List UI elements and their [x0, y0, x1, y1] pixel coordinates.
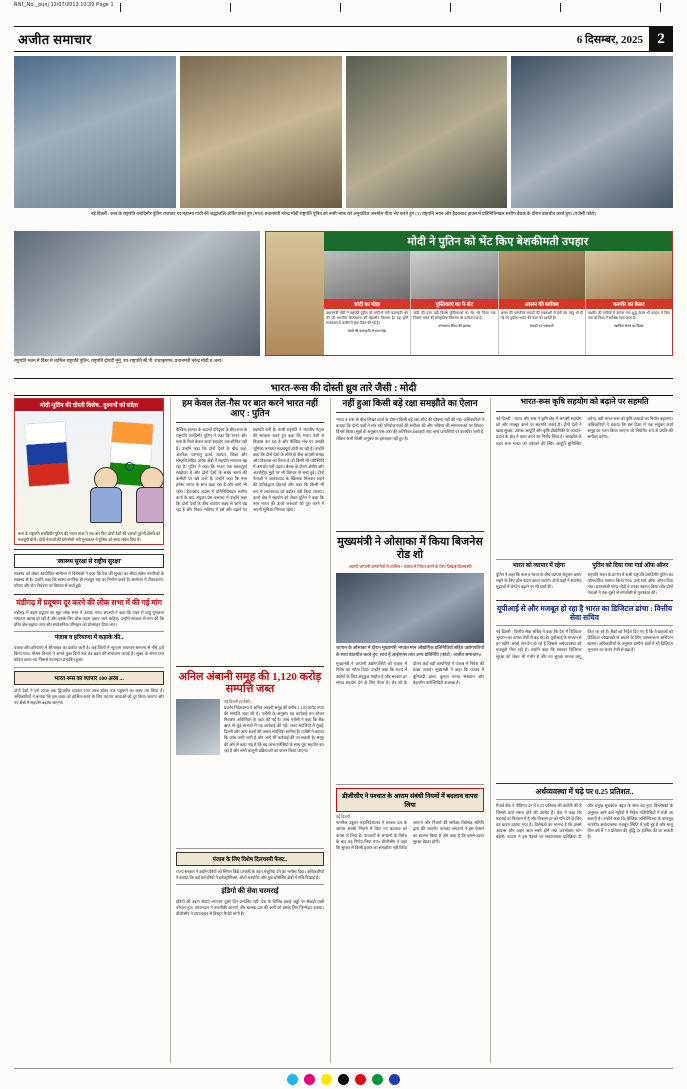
upi-body: नई दिल्ली : वित्तीय सेवा सचिव ने कहा कि देश में डिजिटल भुगतान का दायरा तेजी से बढ़ रहा है। यूपीआई के माध्यम से हर महीने अरबों लेन-देन हो रहे हैं जिससे अर्थव्यवस्था को मजबूती मिल रही है। उन्होंने कहा कि सरकार डिजिटल सुरक्षा को लेकर भी गंभीर है और नए सुरक्षा मानक लागू किए जा रहे हैं। बैंकों को निर्देश दिए गए हैं कि वे ग्राहकों को डिजिटल धोखाधड़ी से बचाने के लिए जागरूकता अभियान चलाएं। अधिकारियों के अनुसार ग्रामीण क्षेत्रों में भी डिजिटल भुगतान का चलन तेजी से बढ़ा है।	[496, 629, 673, 659]
dgca-body: नागरिक उड्डयन महानिदेशालय ने चालक दल के आराम संबंधी नियमों में किए गए बदलाव को वापस ले लिया है। पायलटों के संगठनों के विरोध के बाद यह निर्णय लिया गया। डीजीसीए ने कहा कि सुरक्षा से किसी प्रकार का समझौता नहीं किया जाएगा और नियमों की समीक्षा विशेषज्ञ समिति द्वारा की जाएगी। पायलट संगठनों ने इस फैसले का स्वागत किया है और कहा है कि इससे उड़ान सुरक्षा बेहतर होगी।	[336, 820, 484, 850]
punjab-haryana-body: पंजाब और हरियाणा में शीतलहर का प्रकोप जारी है। कई जिलों में न्यूनतम तापमान सामान्य से नीचे दर्ज किया गया। मौसम विभाग ने अगले कुछ दिनों तक ठंड बढ़ने की संभावना जताई है। सुबह के समय घना कोहरा छाया रहा जिससे यातायात प्रभावित हुआ।	[14, 645, 164, 663]
gift-title: आसम की ब्लॉक्स	[499, 299, 585, 309]
photo-putin-rajghat	[14, 56, 176, 208]
gift-title: पुस्तिकाएं का पै-सेट	[411, 299, 497, 309]
dgca-byline: नई दिल्ली :	[336, 814, 353, 820]
photo-osaka-roadshow	[336, 573, 484, 643]
gift-caption: परंपरागत शिल्प की झलक	[438, 323, 471, 328]
gift-text: चांदी की परत चढ़ी विशेष पुस्तिकाओं का सेट भेंट किया गया जिसमें भारत की सांस्कृतिक विरासत को दर्शाया गया है।	[413, 311, 496, 320]
oilgas-body: वैश्विक हालात के बदलते परिदृश्य के बीच रूस के राष्ट्रपति व्लादिमीर पुतिन ने कहा कि भारत और रूस के रिश्ते केवल ऊर्जा सहयोग तक सीमित नहीं हैं। उन्होंने कहा कि दोनों देशों के बीच रक्षा, अंतरिक्ष, परमाणु ऊर्जा, व्यापार, शिक्षा और संस्कृति सहित अनेक क्षेत्रों में सहयोग लगातार बढ़ रहा है। पुतिन ने कहा कि भारत एक महत्वपूर्ण साझेदार है और दोनों देशों के संबंध समय की कसौटी पर खरे उतरे हैं। उन्होंने कहा कि रूस हमेशा भारत के साथ खड़ा रहा है और आगे भी रहेगा। हैदराबाद हाउस में प्रतिनिधिमंडल स्तरीय वार्ता के बाद संयुक्त प्रेस वक्तव्य में उन्होंने कहा कि दोनों देशों के बीच व्यापार लक्ष्य से आगे बढ़ रहा है और निकट भविष्य में इसे और बढ़ाने पर सहमति बनी है। रूसी राष्ट्रपति ने भारतीय नेतृत्व की सराहना करते हुए कहा कि भारत तेजी से विकास कर रहा है और वैश्विक मंच पर उसकी भूमिका लगातार महत्वपूर्ण होती जा रही है। उन्होंने कहा कि दोनों देशों के लोगों के बीच आपसी समझ और विश्वास का रिश्ता है जो किसी भी परिस्थिति में कमजोर नहीं पड़ता। बैठक के दौरान क्षेत्रीय और अंतर्राष्ट्रीय मुद्दों पर भी विस्तार से चर्चा हुई। दोनों नेताओं ने आतंकवाद के खिलाफ मिलकर लड़ने की प्रतिबद्धता दोहराई और कहा कि किसी भी रूप में आतंकवाद को बर्दाश्त नहीं किया जाएगा। ऊर्जा क्षेत्र में सहयोग को लेकर पुतिन ने कहा कि रूस भारत की ऊर्जा जरूरतों को पूरा करने में अपनी भूमिका निभाता रहेगा।	[176, 427, 324, 512]
cmyk-registration-dots	[0, 1074, 687, 1085]
gold-headline: अर्थव्यवस्था में चढ़े पर 0.25 प्रतिशत..	[535, 787, 634, 797]
gold-body: रिजर्व बैंक ने नीतिगत दर में 0.25 प्रतिशत की कटौती की है जिससे कर्ज सस्ता होने की उम्मीद है। बैंक ने कहा कि महंगाई दर नियंत्रण में है और विकास दर को गति देने के लिए यह कदम उठाया गया है। विशेषज्ञों का मानना है कि इससे आवास और वाहन ऋण सस्ते होंगे तथा उपभोक्ता मांग बढ़ेगी। बाजार ने इस फैसले पर सकारात्मक प्रतिक्रिया दी और प्रमुख सूचकांक बढ़त के साथ बंद हुए। विश्लेषकों के अनुसार आने वाले महीनों में निवेश गतिविधियों में तेजी आ सकती है। उन्होंने कहा कि वैश्विक अनिश्चितता के बावजूद भारतीय अर्थव्यवस्था मजबूत स्थिति में बनी हुई है और चालू वित्त वर्ष में 7.5 प्रतिशत की वृद्धि दर हासिल की जा सकती है।	[496, 803, 673, 840]
cartoon-caption: रूस के राष्ट्रपति व्लादिमीर पुतिन की भारत यात्रा ने एक बार फिर दोनों देशों की दशकों पुरानी दोस्ती को मजबूती दी है। दोनों नेताओं की गर्मजोशी भरी मुलाकात ने दुनिया को साफ संदेश दिया है।	[18, 531, 160, 542]
agri-sub2-body: राष्ट्रपति भवन के प्रांगण में रूसी राष्ट्रपति व्लादिमीर पुतिन का औपचारिक स्वागत किया गया। उन्हें गार्ड ऑफ ऑनर दिया गया। प्रधानमंत्री नरेन्द्र मोदी ने उनका स्वागत किया और दोनों नेताओं ने एक-दूसरे से गर्मजोशी से मुलाकात की।	[587, 571, 673, 596]
safety-body: स्वास्थ्य को लेकर आयोजित सम्मेलन में विशेषज्ञों ने कहा कि देश की सुरक्षा का सीधा संबंध नागरिकों के स्वास्थ्य से है। उन्होंने कहा कि स्वस्थ नागरिक ही मजबूत राष्ट्र का निर्माण करते हैं। सम्मेलन में टीकाकरण, पोषण और रोग नियंत्रण पर विस्तार से चर्चा हुई।	[14, 571, 164, 589]
gift-title: चांदी का घोड़ा	[324, 299, 410, 309]
ambani-byline: नई दिल्ली (एजेंसी) :	[224, 698, 253, 704]
gift-caption: चांदी की कलाकृति से बना घोड़ा	[347, 328, 387, 333]
nodefence-body: भारत व रूस के बीच शिखर वार्ता के दौरान किसी बड़े रक्षा सौदे की घोषणा नहीं की गई। अधिकारियों ने बताया कि दोनों पक्षों ने चल रही परियोजनाओं की समीक्षा की और भविष्य की संभावनाओं पर विचार-विमर्श किया। सूत्रों के अनुसार एस-400 की अतिरिक्त इकाइयों तथा अन्य प्रणालियों पर बातचीत जारी है, लेकिन अभी किसी अनुबंध पर हस्ताक्षर नहीं हुए हैं।	[336, 417, 484, 441]
roadshow-body: मुख्यमंत्री ने जापानी उद्योगपतियों को पंजाब में निवेश का न्यौता दिया। उन्होंने कहा कि राज्य में उद्योगों के लिए अनुकूल माहौल है और सरकार हर संभव सहयोग देने के लिए तैयार है। रोड शो के दौरान कई बड़ी कम्पनियों ने पंजाब में निवेश की इच्छा जताई। मुख्यमंत्री ने कहा कि पंजाब में बुनियादी ढांचा, कुशल मानव संसाधन और बेहतरीन कनेक्टिविटी उपलब्ध है।	[336, 661, 484, 685]
gift-item	[586, 251, 672, 355]
roadshow-sub-body: राज्य सरकार ने उद्योगपतियों को सिंगल विंडो प्रणाली के तहत मंजूरियां देने का भरोसा दिया। अधिकारियों ने बताया कि कई कम्पनियों ने इलेक्ट्रॉनिक्स, ऑटो कम्पोनेंट और फूड प्रोसेसिंग क्षेत्रों में रुचि दिखाई है।	[176, 868, 324, 880]
gift-caption: लकड़ी पर नक्काशी	[529, 323, 554, 328]
footer-rule	[14, 1068, 673, 1069]
main-content-grid	[14, 398, 673, 1063]
gift-text: कश्मीर की वादियों में उगाया गया शुद्ध केसर भी उपहार में दिया गया जो विश्व में सर्वश्रेष्ठ माना जाता है।	[587, 311, 670, 320]
trade-headline: भारत-रूस का व्यापार 100 अरब ...	[54, 675, 124, 682]
trade-headline-box	[14, 671, 164, 685]
environment-body: चंडीगढ़ में बढ़ते प्रदूषण का मुद्दा लोक सभा में उठाया गया। सदस्यों ने कहा कि शहर में वायु गुणवत्ता लगातार खराब हो रही है और इसके लिए ठोस कदम उठाए जाने चाहिए। उन्होंने सरकार से मांग की कि हरित क्षेत्र बढ़ाया जाए और सार्वजनिक परिवहन को प्रोत्साहन दिया जाए।	[14, 610, 164, 628]
roadshow-caption: जापान के ओसाका में दौरान मुख्यमंत्री भगवंत मान औद्योगिक प्रतिनिधियों सहित उद्योगपतियों के साथ बातचीत करते हुए, साथ हैं आईएएस तथा अन्य प्रतिनिधि (फोटो : अजीत समाचार)।	[336, 645, 484, 657]
dgca-headline: डीजीसीए ने पश्चात के आराम संबंधी नियमों में बदलाव वापस लिया	[342, 793, 478, 810]
agri-sub1-body: पुतिन ने कहा कि रूस व भारत के बीच व्यापार संतुलन बनाए रखने के लिए ठोस कदम उठाए जाएंगे। दोनों पक्षों ने स्थानीय मुद्राओं में लेनदेन बढ़ाने पर भी चर्चा की।	[496, 571, 582, 589]
indigo-body: इंडिगो की उड़ान सेवाएं लगातार दूसरे दिन प्रभावित रहीं। देश के विभिन्न हवाई अड्डों पर सैकड़ों यात्री परेशान हुए। एयरलाइन ने तकनीकी कारणों और चालक दल की कमी को इसके लिए जिम्मेदार बताया। डीजीसीए ने एयरलाइन से विस्तृत रिपोर्ट मांगी है।	[176, 898, 324, 917]
photo-modi-gita-gift	[180, 56, 342, 208]
roadshow-sub-headline: पंजाब के लिए विशेष दिलचस्पी फैक्ट..	[212, 856, 288, 863]
editorial-cartoon	[14, 398, 164, 545]
nodefence-headline: नहीं हुआ किसी बड़े रक्षा समझौते का ऐलान	[342, 398, 478, 408]
indigo-headline: इंडिगो की सेवा चरमराई	[221, 887, 279, 896]
gift-item	[411, 251, 498, 355]
photo-leaders-seated	[511, 56, 673, 208]
agri-sub1-headline: भारत को व्यापार में रहेगा	[512, 562, 565, 569]
section-banner-text: भारत-रूस की दोस्ती ध्रुव तारे जैसी : मोदी	[270, 383, 417, 394]
dgca-headline-box	[336, 788, 484, 812]
environment-headline: चंडीगढ़ में प्रदूषण दूर करने की लोक सभा में की गई मांग	[16, 597, 162, 607]
top-photo-strip	[14, 56, 673, 208]
second-photo-caption: राष्ट्रपति भवन में विंडर में शामिल राष्ट्रपति पुतिन, राष्ट्रपति द्रौपदी मुर्मू, उप-राष्ट्रपति सी.पी. राधाकृष्णन, प्रधानमंत्री नरेन्द्र मोदी व अन्य।	[14, 358, 223, 363]
gift-title: कश्मीर का केसर	[586, 299, 672, 309]
cartoon-title: मोदी-पुतिन की दोस्ती विशेष.. दुश्मनों को संदेश	[15, 399, 163, 411]
photo-anil-ambani	[176, 699, 220, 755]
gift-text: प्रधानमंत्री मोदी ने राष्ट्रपति पुतिन को चांदी से बनी कलाकृति भेंट की जो भारतीय शिल्पकला की बेहतरीन मिसाल है। यह कृति राजस्थान के कारीगरों द्वारा तैयार की गई है।	[326, 311, 409, 325]
cartoon-art	[15, 411, 163, 529]
trade-body: दोनों देशों ने वर्ष 2030 तक द्विपक्षीय व्यापार 100 अरब डॉलर तक पहुंचाने का लक्ष्य तय किया है। अधिकारियों ने बताया कि इस लक्ष्य को हासिल करने के लिए व्यापार बाधाओं को दूर किया जाएगा और नए क्षेत्रों में सहयोग बढ़ाया जाएगा।	[14, 687, 164, 705]
cartoon-figure-modi	[125, 467, 163, 525]
agri-headline: भारत-रूस कृषि सहयोग को बढ़ाने पर सहमति	[520, 397, 649, 406]
safety-headline: 'स्वास्थ्य सुरक्षा से राष्ट्रीय सुरक्षा'	[56, 559, 122, 566]
punjab-haryana-headline: पंजाब व हरियाणा में कड़ाके की..	[54, 635, 124, 642]
gift-item	[499, 251, 586, 355]
ambani-headline: अनिल अंबानी समूह की 1,120 करोड़ सम्पत्ति जब्त	[178, 671, 322, 696]
gift-item	[324, 251, 411, 355]
registration-code: RNI_No._punj 12/07/2013 10:39 Page 1	[14, 2, 114, 8]
photo-rashtrapati-bhavan-dinner	[14, 231, 260, 356]
page-number: 2	[649, 26, 673, 52]
russia-flag-icon	[25, 422, 69, 487]
ambani-body: प्रवर्तन निदेशालय ने अनिल अंबानी समूह की करीब 1,120 करोड़ रुपए की सम्पत्ति जब्त की है। एजेंसी के अनुसार यह कार्रवाई धन शोधन निवारण अधिनियम के तहत की गई है। जांच एजेंसी ने कहा कि बैंक ऋण से जुड़े मामलों में यह कार्रवाई की गई। जब्त संपत्तियों में मुंबई, दिल्ली और अन्य शहरों की अचल संपत्तियां शामिल हैं। एजेंसी ने बताया कि जांच अभी जारी है और आगे भी कार्रवाई की जा सकती है। समूह की ओर से कहा गया है कि वह जांच एजेंसियों के साथ पूरा सहयोग कर रहा है और सभी कानूनी प्रक्रियाओं का पालन किया जाएगा।	[224, 704, 324, 753]
gift-caption: खालिस केसर का डिब्बा	[614, 323, 644, 328]
oilgas-headline: हम केवल तेल-गैस पर बात करने भारत नहीं आए : पुतिन	[182, 398, 318, 419]
paper-title: अजीत समाचार	[18, 32, 92, 47]
masthead	[14, 26, 673, 52]
roadshow-sub-headline-box	[176, 852, 324, 866]
column-3	[336, 398, 484, 851]
column-2	[176, 398, 324, 917]
upi-headline: यूपीआई से और मजबूत हो रहा है भारत का डिजिटल ढांचा : वित्तीय सेवा सचिव	[496, 604, 673, 622]
agri-sub2-headline: पुतिन को दिया गया गार्ड ऑफ ऑनर	[592, 562, 669, 569]
photo-handshake	[346, 56, 508, 208]
book-cover-image	[266, 232, 324, 355]
roadshow-dek: अग्रणी जापानी कम्पनियों में शामिल • पंजाब में निवेश करने के लिए दिखाई दिलचस्पी	[348, 564, 472, 570]
issue-date: 6 दिसम्बर, 2025	[576, 33, 643, 46]
safety-headline-box	[14, 554, 164, 568]
gift-text: असम की पारंपरिक लकड़ी की नक्काशी से बनी भेंट वस्तु भी दी गई जो पूर्वोत्तर भारत की कला को दर्शाती है।	[500, 311, 583, 320]
gifts-headline: मोदी ने पुतिन को भेंट किए बेशकीमती उपहार	[324, 232, 672, 251]
roadshow-headline: मुख्यमंत्री ने ओसाका में किया बिजनेस रोड शो	[337, 536, 483, 561]
second-photo-row	[14, 231, 673, 356]
top-photo-caption: नई दिल्ली : रूस के राष्ट्रपति व्लादिमीर पुतिन राजघाट पर महात्मा गांधी की श्रद्धांजलि अर्पित करते हुए (मध्य) प्रधानमंत्री नरेन्द्र मोदी राष्ट्रपति पुतिन को रूसी भाषा को अनुवादित अनमोल गीता भेंट करते हुए (3) राष्ट्रपति भवन और हैदराबाद हाउस में प्रतिनिधिमंडल स्तरीय बैठक के दौरान बातचीत करते हुए। (एजेंसी फोटो)	[90, 211, 597, 216]
agri-body: नई दिल्ली : भारत और रूस ने कृषि क्षेत्र में आपसी सहयोग को और मजबूत करने पर सहमति जताई है। दोनों देशों ने खाद्य सुरक्षा, उर्वरक आपूर्ति और कृषि प्रौद्योगिकी के आदान-प्रदान के क्षेत्र में काम करने का निर्णय लिया है। समझौते के तहत रूस भारत को उर्वरकों की स्थिर आपूर्ति सुनिश्चित करेगा, वहीं भारत रूस को कृषि उत्पादों का निर्यात बढ़ाएगा। अधिकारियों ने बताया कि इस दिशा में एक संयुक्त कार्य समूह का गठन किया जाएगा जो नियमित रूप से प्रगति की समीक्षा करेगा।	[496, 415, 673, 446]
column-4	[496, 398, 673, 840]
column-1	[14, 398, 164, 706]
gifts-infobox	[265, 231, 673, 356]
section-banner	[14, 378, 673, 396]
